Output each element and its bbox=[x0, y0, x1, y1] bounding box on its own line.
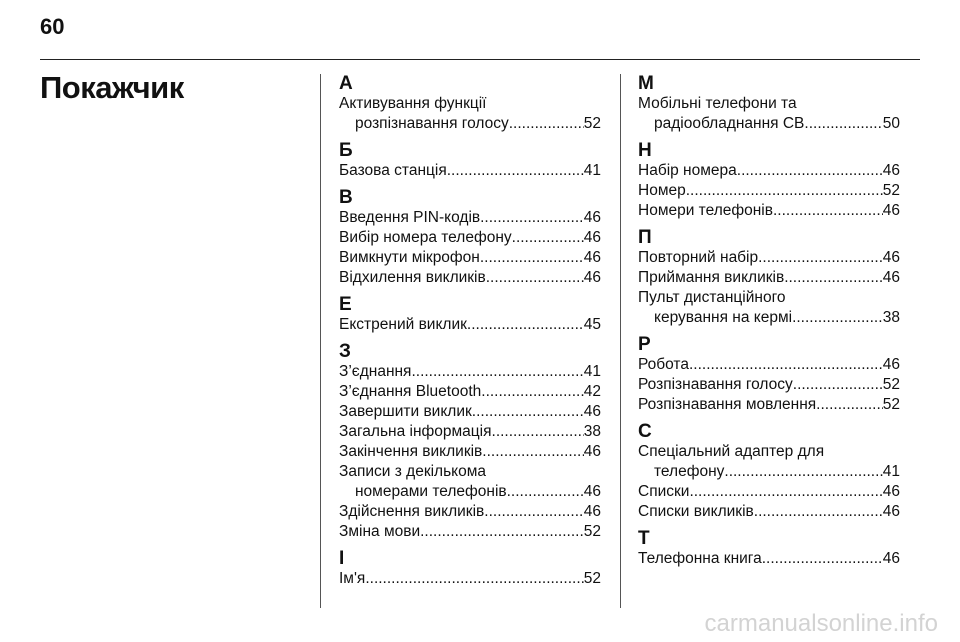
entry-page-number: 46 bbox=[882, 269, 900, 286]
index-entry[interactable] bbox=[339, 462, 601, 502]
entry-term: Списки bbox=[638, 483, 690, 500]
index-entry[interactable] bbox=[638, 201, 900, 221]
entry-first-line: Мобільні телефони та bbox=[638, 95, 797, 112]
index-column-1 bbox=[339, 74, 601, 589]
entry-line bbox=[339, 161, 601, 181]
index-entry[interactable] bbox=[339, 248, 601, 268]
entry-line bbox=[339, 522, 601, 542]
entry-term: номерами телефонів bbox=[355, 483, 507, 500]
dot-leader bbox=[793, 375, 883, 395]
entry-line bbox=[339, 442, 601, 462]
entry-page-number: 52 bbox=[583, 115, 601, 132]
entry-term: радіообладнання СВ bbox=[654, 115, 805, 132]
entry-term: Розпізнавання голосу bbox=[638, 376, 793, 393]
entry-line bbox=[339, 422, 601, 442]
dot-leader bbox=[758, 248, 883, 268]
entry-term: Завершити виклик bbox=[339, 403, 472, 420]
index-section bbox=[339, 74, 601, 134]
index-entry[interactable] bbox=[339, 502, 601, 522]
section-letter: А bbox=[339, 73, 353, 94]
dot-leader bbox=[420, 522, 584, 542]
index-entry[interactable] bbox=[339, 442, 601, 462]
index-title: Покажчик bbox=[40, 70, 184, 105]
entry-line bbox=[638, 248, 900, 268]
page-number: 60 bbox=[40, 14, 65, 39]
index-entry[interactable] bbox=[638, 268, 900, 288]
entry-line bbox=[638, 201, 900, 221]
entry-first-line: Записи з декількома bbox=[339, 463, 487, 480]
entry-term: Загальна інформація bbox=[339, 423, 492, 440]
entry-line bbox=[339, 315, 601, 335]
entry-line bbox=[638, 268, 900, 288]
entry-page-number: 50 bbox=[882, 115, 900, 132]
index-section bbox=[638, 422, 900, 522]
dot-leader bbox=[512, 228, 584, 248]
index-entry[interactable] bbox=[339, 268, 601, 288]
entry-page-number: 46 bbox=[882, 249, 900, 266]
entry-term: Вибір номера телефону bbox=[339, 229, 512, 246]
index-entry[interactable] bbox=[638, 181, 900, 201]
entry-term: Набір номера bbox=[638, 162, 737, 179]
index-entry[interactable] bbox=[638, 288, 900, 328]
entry-term: телефону bbox=[654, 463, 725, 480]
entry-page-number: 41 bbox=[583, 162, 601, 179]
entry-term: Здійснення викликів bbox=[339, 503, 485, 520]
index-column-2 bbox=[638, 74, 900, 569]
index-entry[interactable] bbox=[339, 228, 601, 248]
entry-line bbox=[339, 482, 601, 502]
index-section bbox=[638, 74, 900, 134]
entry-term: Зміна мови bbox=[339, 523, 421, 540]
dot-leader bbox=[365, 569, 583, 589]
dot-leader bbox=[754, 502, 883, 522]
entry-line bbox=[339, 248, 601, 268]
section-letter: П bbox=[638, 227, 652, 248]
entry-line bbox=[638, 502, 900, 522]
index-entry[interactable] bbox=[638, 375, 900, 395]
dot-leader bbox=[481, 382, 583, 402]
dot-leader bbox=[482, 442, 583, 462]
entry-line bbox=[339, 228, 601, 248]
section-letter: Н bbox=[638, 140, 652, 161]
entry-first-line: Активування функції bbox=[339, 95, 487, 112]
entry-page-number: 46 bbox=[882, 162, 900, 179]
entry-line bbox=[339, 502, 601, 522]
dot-leader bbox=[762, 549, 883, 569]
entry-page-number: 42 bbox=[583, 383, 601, 400]
entry-page-number: 52 bbox=[882, 396, 900, 413]
index-section bbox=[339, 141, 601, 181]
index-entry[interactable] bbox=[339, 402, 601, 422]
dot-leader bbox=[484, 502, 583, 522]
entry-page-number: 46 bbox=[882, 483, 900, 500]
entry-line bbox=[339, 402, 601, 422]
index-section bbox=[339, 295, 601, 335]
entry-line bbox=[638, 308, 900, 328]
dot-leader bbox=[689, 355, 883, 375]
entry-first-line: Пульт дистанційного bbox=[638, 289, 786, 306]
entry-term: Телефонна книга bbox=[638, 550, 762, 567]
entry-term: Базова станція bbox=[339, 162, 447, 179]
dot-leader bbox=[486, 268, 584, 288]
dot-leader bbox=[507, 482, 584, 502]
entry-term: Відхилення викликів bbox=[339, 269, 486, 286]
entry-page-number: 38 bbox=[583, 423, 601, 440]
entry-term: Вимкнути мікрофон bbox=[339, 249, 480, 266]
entry-page-number: 52 bbox=[882, 182, 900, 199]
entry-line bbox=[638, 114, 900, 134]
entry-page-number: 41 bbox=[583, 363, 601, 380]
entry-page-number: 46 bbox=[882, 550, 900, 567]
dot-leader bbox=[737, 161, 883, 181]
entry-line bbox=[638, 549, 900, 569]
section-letter: Е bbox=[339, 294, 352, 315]
dot-leader bbox=[816, 395, 883, 415]
top-rule bbox=[40, 59, 920, 60]
index-entry[interactable] bbox=[339, 161, 601, 181]
section-letter: З bbox=[339, 341, 351, 362]
index-section bbox=[638, 529, 900, 569]
entry-term: Робота bbox=[638, 356, 689, 373]
index-entry[interactable] bbox=[339, 208, 601, 228]
entry-page-number: 46 bbox=[583, 483, 601, 500]
entry-line bbox=[339, 382, 601, 402]
entry-term: Екстрений виклик bbox=[339, 316, 467, 333]
entry-term: Номер bbox=[638, 182, 686, 199]
entry-term: Списки викликів bbox=[638, 503, 754, 520]
index-section bbox=[339, 188, 601, 288]
dot-leader bbox=[509, 114, 584, 134]
section-letter: Р bbox=[638, 334, 651, 355]
column-divider-right bbox=[620, 74, 621, 608]
entry-page-number: 46 bbox=[583, 443, 601, 460]
dot-leader bbox=[411, 362, 583, 382]
dot-leader bbox=[804, 114, 882, 134]
index-entry[interactable] bbox=[339, 522, 601, 542]
entry-term: Розпізнавання мовлення bbox=[638, 396, 817, 413]
index-section bbox=[339, 342, 601, 542]
dot-leader bbox=[784, 268, 883, 288]
entry-page-number: 46 bbox=[583, 403, 601, 420]
entry-first-line: Спеціальний адаптер для bbox=[638, 443, 825, 460]
watermark: carmanualsonline.info bbox=[704, 610, 938, 637]
entry-line bbox=[638, 462, 900, 482]
dot-leader bbox=[724, 462, 882, 482]
entry-term: Номери телефонів bbox=[638, 202, 773, 219]
section-letter: С bbox=[638, 421, 652, 442]
entry-term: З’єднання bbox=[339, 363, 412, 380]
column-divider-left bbox=[320, 74, 321, 608]
dot-leader bbox=[467, 315, 584, 335]
entry-page-number: 46 bbox=[583, 269, 601, 286]
entry-page-number: 52 bbox=[583, 570, 601, 587]
index-entry[interactable] bbox=[638, 94, 900, 134]
dot-leader bbox=[480, 248, 584, 268]
dot-leader bbox=[792, 308, 883, 328]
dot-leader bbox=[480, 208, 584, 228]
entry-line bbox=[638, 161, 900, 181]
entry-term: Закінчення викликів bbox=[339, 443, 483, 460]
entry-line bbox=[638, 181, 900, 201]
section-letter: І bbox=[339, 548, 345, 569]
entry-line bbox=[638, 395, 900, 415]
index-entry[interactable] bbox=[339, 315, 601, 335]
entry-term: Введення PIN-кодів bbox=[339, 209, 481, 226]
section-letter: М bbox=[638, 73, 654, 94]
section-letter: Б bbox=[339, 140, 353, 161]
index-entry[interactable] bbox=[339, 94, 601, 134]
section-letter: В bbox=[339, 187, 353, 208]
entry-term: З’єднання Bluetooth bbox=[339, 383, 482, 400]
entry-page-number: 46 bbox=[583, 229, 601, 246]
entry-page-number: 41 bbox=[882, 463, 900, 480]
index-entry[interactable] bbox=[638, 482, 900, 502]
entry-term: керування на кермі bbox=[654, 309, 793, 326]
index-entry[interactable] bbox=[638, 355, 900, 375]
entry-term: Повторний набір bbox=[638, 249, 759, 266]
index-section bbox=[638, 335, 900, 415]
entry-line bbox=[339, 208, 601, 228]
index-entry[interactable] bbox=[638, 502, 900, 522]
dot-leader bbox=[773, 201, 883, 221]
index-section bbox=[339, 549, 601, 589]
index-entry[interactable] bbox=[339, 362, 601, 382]
entry-page-number: 38 bbox=[882, 309, 900, 326]
entry-term: розпізнавання голосу bbox=[355, 115, 509, 132]
dot-leader bbox=[472, 402, 584, 422]
index-entry[interactable] bbox=[339, 569, 601, 589]
entry-page-number: 46 bbox=[583, 503, 601, 520]
entry-line bbox=[339, 569, 601, 589]
entry-page-number: 46 bbox=[583, 249, 601, 266]
entry-term: Ім'я bbox=[339, 570, 366, 587]
entry-line bbox=[638, 375, 900, 395]
dot-leader bbox=[689, 482, 882, 502]
dot-leader bbox=[447, 161, 584, 181]
index-section bbox=[638, 141, 900, 221]
entry-line bbox=[339, 268, 601, 288]
dot-leader bbox=[686, 181, 883, 201]
index-entry[interactable] bbox=[339, 382, 601, 402]
entry-page-number: 45 bbox=[583, 316, 601, 333]
entry-term: Приймання викликів bbox=[638, 269, 785, 286]
index-entry[interactable] bbox=[638, 549, 900, 569]
entry-line bbox=[339, 362, 601, 382]
entry-page-number: 46 bbox=[882, 503, 900, 520]
entry-line bbox=[638, 355, 900, 375]
entry-page-number: 46 bbox=[882, 356, 900, 373]
index-entry[interactable] bbox=[638, 395, 900, 415]
entry-page-number: 52 bbox=[882, 376, 900, 393]
index-section bbox=[638, 228, 900, 328]
entry-page-number: 52 bbox=[583, 523, 601, 540]
index-entry[interactable] bbox=[339, 422, 601, 442]
entry-page-number: 46 bbox=[583, 209, 601, 226]
index-entry[interactable] bbox=[638, 248, 900, 268]
entry-line bbox=[339, 114, 601, 134]
index-entry[interactable] bbox=[638, 442, 900, 482]
dot-leader bbox=[492, 422, 584, 442]
entry-page-number: 46 bbox=[882, 202, 900, 219]
index-entry[interactable] bbox=[638, 161, 900, 181]
section-letter: Т bbox=[638, 528, 650, 549]
entry-line bbox=[638, 482, 900, 502]
